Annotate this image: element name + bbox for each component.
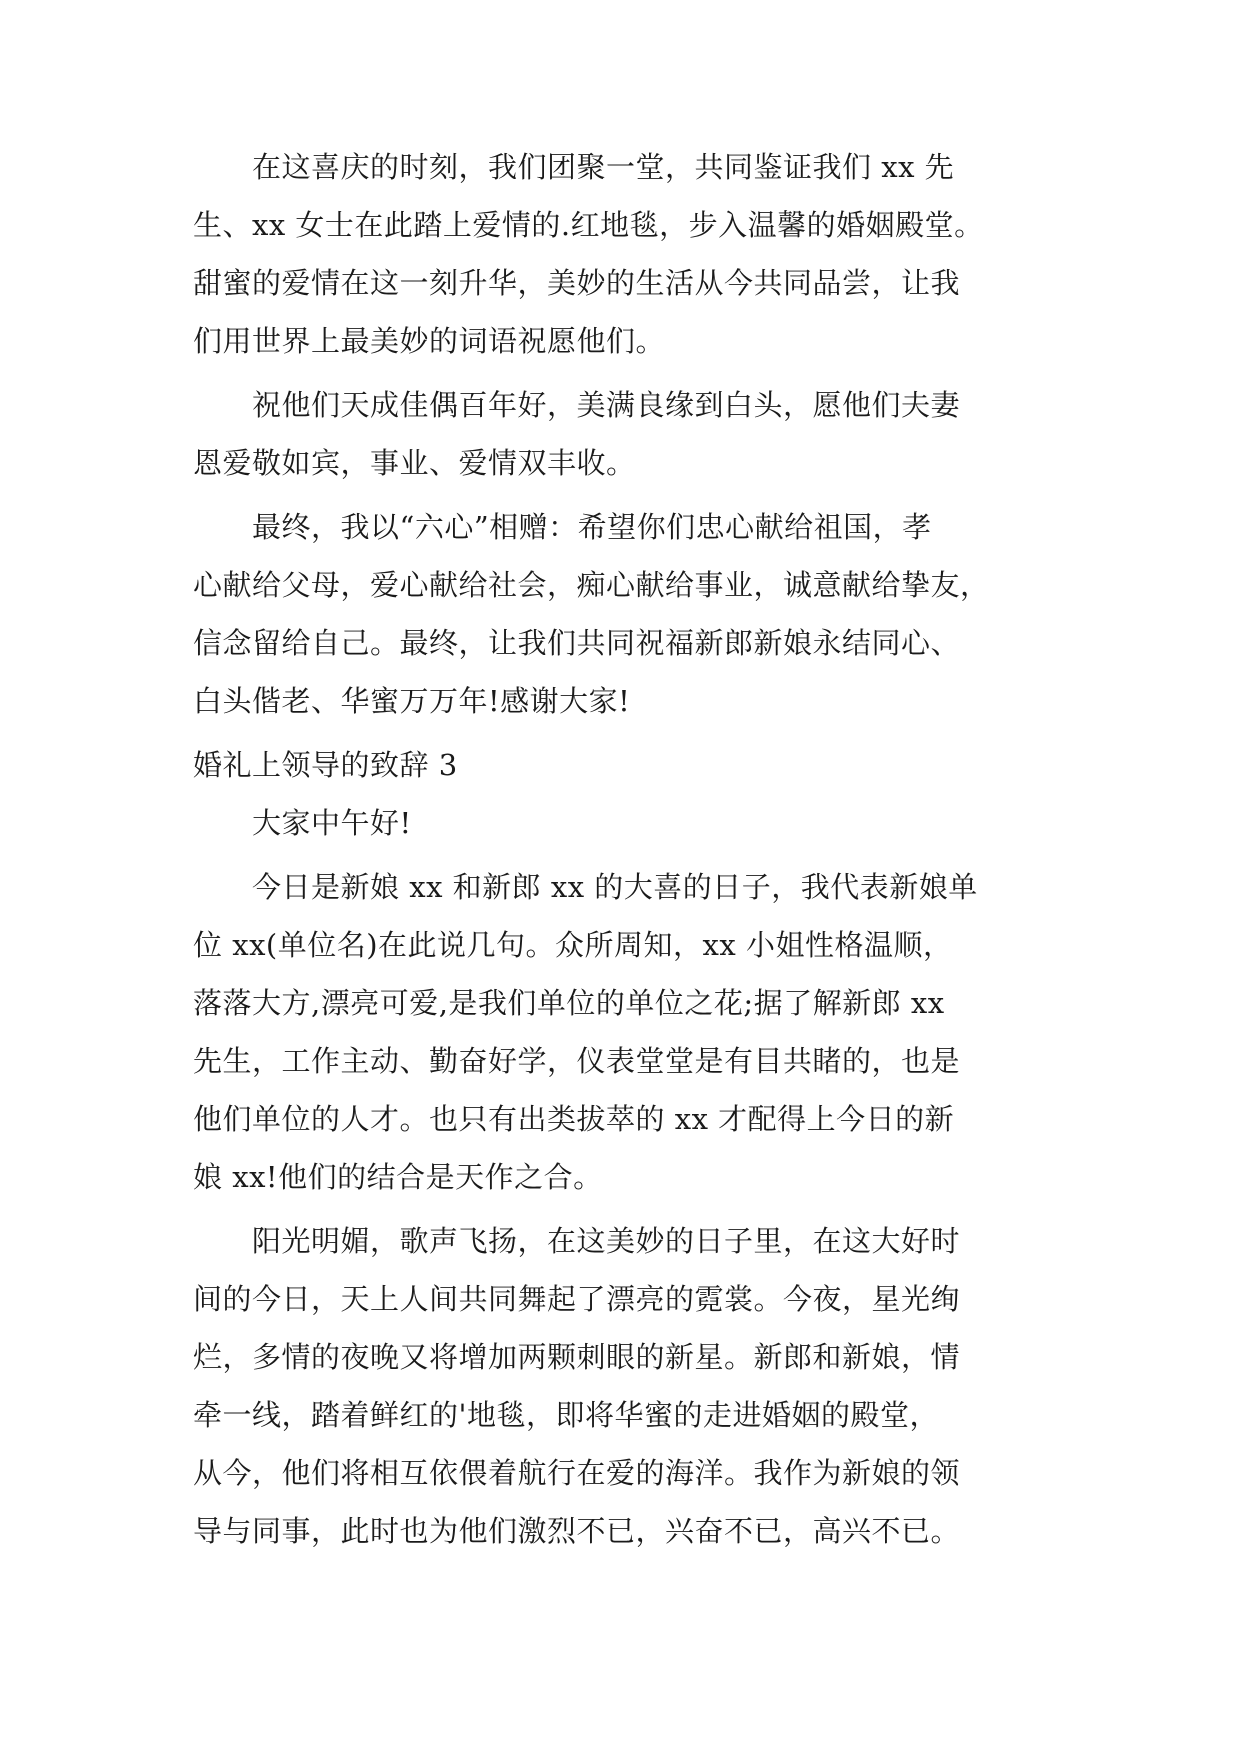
paragraph-line: 生、xx 女士在此踏上爱情的.红地毯，步入温馨的婚姻殿堂。 (193, 208, 984, 242)
paragraph-line: 阳光明媚，歌声飞扬，在这美妙的日子里，在这大好时 (252, 1224, 961, 1258)
paragraph-line: 最终，我以“六心”相赠：希望你们忠心献给祖国，孝 (252, 510, 932, 544)
paragraph-3 (193, 498, 1073, 730)
paragraph-line: 他们单位的人才。也只有出类拔萃的 xx 才配得上今日的新 (193, 1102, 955, 1136)
paragraph-line: 们用世界上最美妙的词语祝愿他们。 (193, 324, 666, 358)
paragraph-line: 先生，工作主动、勤奋好学，仪表堂堂是有目共睹的，也是 (193, 1044, 961, 1078)
paragraph-5 (193, 858, 1073, 1206)
section-heading: 婚礼上领导的致辞 3 (193, 748, 458, 782)
paragraph-line: 间的今日，天上人间共同舞起了漂亮的霓裳。今夜，星光绚 (193, 1282, 961, 1316)
paragraph-line: 牵一线，踏着鲜红的'地毯，即将华蜜的走进婚姻的殿堂， (193, 1398, 939, 1432)
paragraph-line: 导与同事，此时也为他们激烈不已，兴奋不已，高兴不已。 (193, 1514, 961, 1548)
paragraph-line: 娘 xx!他们的结合是天作之合。 (193, 1160, 603, 1194)
paragraph-line: 位 xx(单位名)在此说几句。众所周知，xx 小姐性格温顺， (193, 928, 953, 962)
paragraph-2 (193, 376, 1073, 492)
paragraph-line: 今日是新娘 xx 和新郎 xx 的大喜的日子，我代表新娘单 (252, 870, 978, 904)
paragraph-line: 大家中午好! (252, 806, 412, 840)
paragraph-4 (193, 794, 1073, 852)
paragraph-line: 恩爱敬如宾，事业、爱情双丰收。 (193, 446, 636, 480)
paragraph-6 (193, 1212, 1073, 1560)
paragraph-line: 落落大方,漂亮可爱,是我们单位的单位之花;据了解新郎 xx (193, 986, 945, 1020)
paragraph-line: 烂，多情的夜晚又将增加两颗刺眼的新星。新郎和新娘，情 (193, 1340, 961, 1374)
paragraph-line: 在这喜庆的时刻，我们团聚一堂，共同鉴证我们 xx 先 (252, 150, 955, 184)
paragraph-line: 祝他们天成佳偶百年好，美满良缘到白头，愿他们夫妻 (252, 388, 961, 422)
paragraph-line: 白头偕老、华蜜万万年!感谢大家! (193, 684, 631, 718)
paragraph-line: 从今，他们将相互依偎着航行在爱的海洋。我作为新娘的领 (193, 1456, 961, 1490)
document-body (193, 138, 1073, 1566)
paragraph-line: 心献给父母，爱心献给社会，痴心献给事业，诚意献给挚友， (193, 568, 990, 602)
paragraph-line: 甜蜜的爱情在这一刻升华，美妙的生活从今共同品尝，让我 (193, 266, 961, 300)
paragraph-1 (193, 138, 1073, 370)
paragraph-line: 信念留给自己。最终，让我们共同祝福新郎新娘永结同心、 (193, 626, 961, 660)
